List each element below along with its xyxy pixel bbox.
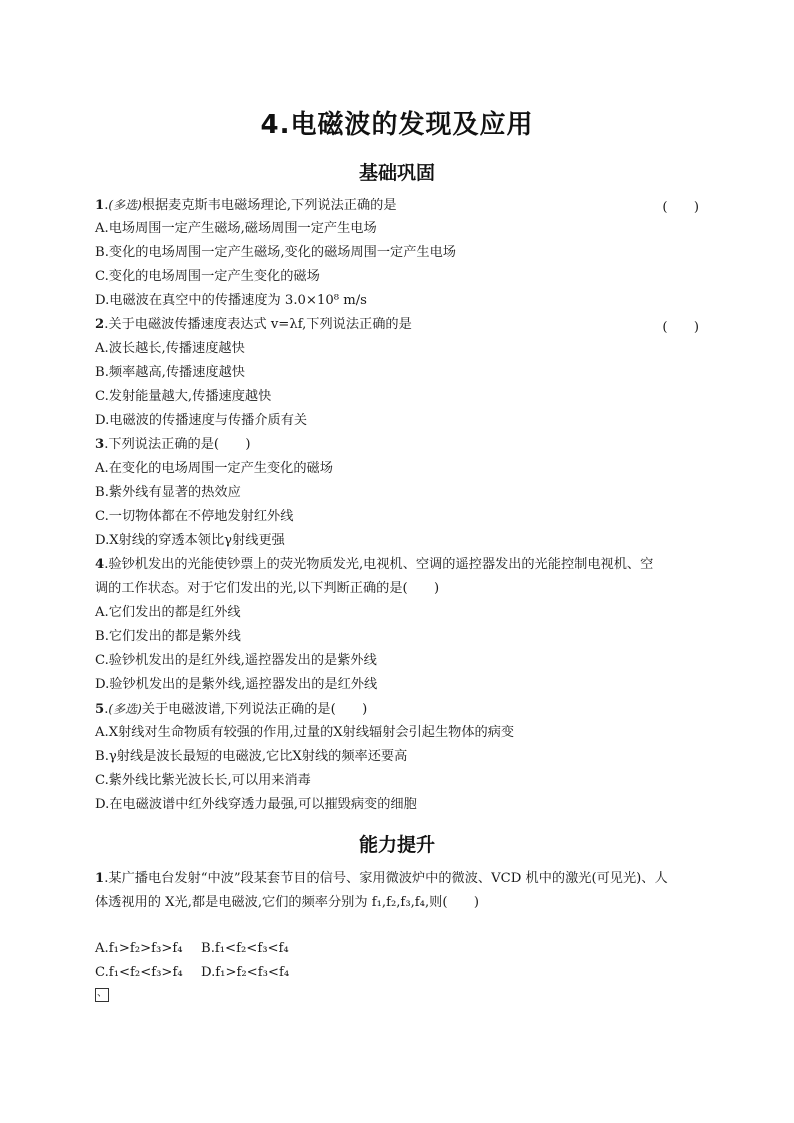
question-text: 下列说法正确的是( )	[108, 437, 251, 452]
option-d: D.电磁波在真空中的传播速度为 3.0×10⁸ m/s	[95, 293, 367, 308]
option-d: D.在电磁波谱中红外线穿透力最强,可以摧毁病变的细胞	[95, 797, 417, 812]
question-number: 1	[95, 871, 105, 886]
mark-box: 、	[95, 988, 109, 1002]
option-c: C.一切物体都在不停地发射红外线	[95, 509, 294, 524]
advanced-question-1-stem: 1.某广播电台发射“中波”段某套节目的信号、家用微波炉中的微波、VCD 机中的激光(可见光)、人	[95, 871, 668, 886]
question-text: 根据麦克斯韦电磁场理论,下列说法正确的是	[141, 198, 397, 213]
option-a: A.在变化的电场周围一定产生变化的磁场	[95, 461, 333, 476]
question-number: 5	[95, 702, 105, 717]
option-a: A.它们发出的都是红外线	[95, 605, 241, 620]
options-row-2	[95, 964, 705, 982]
option-b: B.紫外线有显著的热效应	[95, 485, 241, 500]
question-number: 4	[95, 557, 105, 572]
question-4-stem: 4.验钞机发出的光能使钞票上的荧光物质发光,电视机、空调的遥控器发出的光能控制电视机、空	[95, 557, 654, 572]
option-c: C.变化的电场周围一定产生变化的磁场	[95, 269, 320, 284]
option-d: D.X射线的穿透本领比γ射线更强	[95, 533, 285, 548]
option-b: B.它们发出的都是紫外线	[95, 629, 241, 644]
question-number: 3	[95, 437, 105, 452]
option-a: A.波长越长,传播速度越快	[95, 341, 245, 356]
page-title: 4.电磁波的发现及应用	[260, 110, 534, 140]
answer-bracket: ( )	[662, 200, 699, 215]
question-text: 验钞机发出的光能使钞票上的荧光物质发光,电视机、空调的遥控器发出的光能控制电视机、空	[108, 557, 654, 572]
option-a: A.电场周围一定产生磁场,磁场周围一定产生电场	[95, 221, 377, 236]
question-text: 某广播电台发射“中波”段某套节目的信号、家用微波炉中的微波、VCD 机中的激光(可见光)、人	[108, 871, 668, 886]
question-1-stem: 1.(多选)根据麦克斯韦电磁场理论,下列说法正确的是	[95, 198, 397, 213]
question-number: 1	[95, 198, 105, 213]
section-heading-basic: 基础巩固	[358, 162, 435, 184]
option-d: D.f₁>f₂<f₃<f₄	[201, 965, 290, 980]
option-b: B.变化的电场周围一定产生磁场,变化的磁场周围一定产生电场	[95, 245, 456, 260]
question-text: 关于电磁波谱,下列说法正确的是( )	[141, 702, 368, 717]
question-number: 2	[95, 317, 105, 332]
question-3-stem: 3.下列说法正确的是( )	[95, 437, 251, 452]
option-c: C.f₁<f₂<f₃>f₄	[95, 965, 183, 980]
question-text: 关于电磁波传播速度表达式 v=λf,下列说法正确的是	[108, 317, 412, 332]
multi-choice-tag: (多选)	[108, 702, 142, 716]
question-4-stem-cont: 调的工作状态。对于它们发出的光,以下判断正确的是( )	[95, 581, 440, 596]
option-c: C.发射能量越大,传播速度越快	[95, 389, 272, 404]
option-b: B.频率越高,传播速度越快	[95, 365, 245, 380]
option-d: D.验钞机发出的是紫外线,遥控器发出的是红外线	[95, 677, 378, 692]
option-b: B.f₁<f₂<f₃<f₄	[201, 941, 289, 956]
section-heading-advanced: 能力提升	[358, 834, 435, 856]
option-c: C.验钞机发出的是红外线,遥控器发出的是紫外线	[95, 653, 377, 668]
option-d: D.电磁波的传播速度与传播介质有关	[95, 413, 308, 428]
multi-choice-tag: (多选)	[108, 198, 142, 212]
options-row-1	[95, 940, 705, 958]
option-c: C.紫外线比紫光波长长,可以用来消毒	[95, 773, 311, 788]
option-a: A.X射线对生命物质有较强的作用,过量的X射线辐射会引起生物体的病变	[95, 725, 515, 740]
answer-bracket: ( )	[662, 320, 699, 335]
option-b: B.γ射线是波长最短的电磁波,它比X射线的频率还要高	[95, 749, 408, 764]
advanced-question-1-stem-cont: 体透视用的 X光,都是电磁波,它们的频率分别为 f₁,f₂,f₃,f₄,则( )	[95, 895, 480, 910]
question-5-stem: 5.(多选)关于电磁波谱,下列说法正确的是( )	[95, 702, 368, 717]
option-a: A.f₁>f₂>f₃>f₄	[95, 941, 183, 956]
question-2-stem: 2.关于电磁波传播速度表达式 v=λf,下列说法正确的是	[95, 317, 412, 332]
